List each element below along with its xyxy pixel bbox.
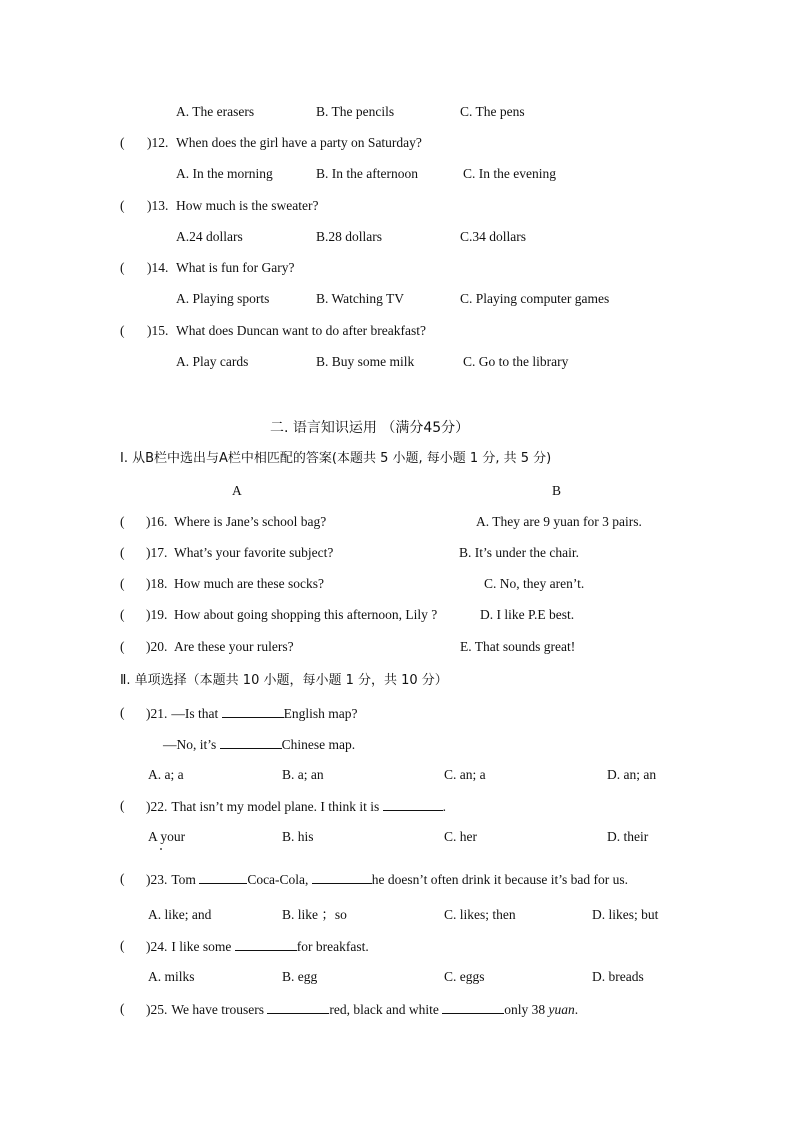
q18-number: )18. (146, 576, 168, 591)
q13-number: )13. (147, 198, 169, 213)
q21-line1 (146, 705, 358, 722)
q22-option-c: C. her (444, 829, 477, 844)
part1-heading: Ⅰ. 从B栏中选出与A栏中相匹配的答案(本题共 5 小题, 每小题 1 分, 共 5 分) (120, 451, 552, 466)
q21-line1-pre: —Is that (171, 706, 222, 721)
match-answer-e: E. That sounds great! (460, 639, 576, 654)
q11-option-b: B. The pencils (316, 104, 395, 119)
q24-option-b: B. egg (282, 969, 318, 984)
q15-option-c: C. Go to the library (463, 354, 569, 369)
fill-blank[interactable] (235, 938, 297, 951)
q23-line (146, 871, 628, 888)
q12-option-a: A. In the morning (176, 166, 273, 181)
q25-p5: . (574, 1002, 579, 1017)
q17-question: What’s your favorite subject? (174, 545, 334, 560)
q22-post: . (442, 799, 446, 814)
q25-p2: red, black and white (329, 1002, 443, 1017)
q25-p3: only 38 (504, 1002, 549, 1017)
column-a-header: A (232, 483, 242, 498)
q23-p2: Coca-Cola, (247, 872, 312, 887)
q21-option-a: A. a; a (148, 767, 184, 782)
q12-option-b: B. In the afternoon (316, 166, 418, 181)
fill-blank[interactable] (267, 1001, 329, 1014)
q22-number: )22. (146, 799, 168, 814)
q23-p1: Tom (171, 872, 200, 887)
q20-question: Are these your rulers? (174, 639, 294, 654)
section-title: 二. 语言知识运用 （满分45分） (270, 420, 470, 436)
q21-option-c: C. an; a (444, 767, 486, 782)
q25-number: )25. (146, 1002, 168, 1017)
q20-number: )20. (146, 639, 168, 654)
q24-number: )24. (146, 939, 168, 954)
q15-option-b: B. Buy some milk (316, 354, 415, 369)
q21-line2-pre: —No, it’s (163, 737, 220, 752)
part2-heading: Ⅱ. 单项选择（本题共 10 小题，每小题 1 分，共 10 分） (120, 673, 448, 688)
fill-blank[interactable] (383, 798, 443, 811)
q21-number: )21. (146, 706, 168, 721)
q22-option-d: D. their (607, 829, 649, 844)
q18-question: How much are these socks? (174, 576, 324, 591)
answer-paren[interactable]: ( (120, 576, 125, 591)
q21-option-b: B. a; an (282, 767, 324, 782)
q23-option-a: A. like; and (148, 907, 212, 922)
q14-option-c: C. Playing computer games (460, 291, 610, 306)
q19-question: How about going shopping this afternoon, Lily ? (174, 607, 438, 622)
answer-paren[interactable]: ( (120, 545, 125, 560)
q19-number: )19. (146, 607, 168, 622)
q22-line (146, 798, 446, 815)
match-answer-a: A. They are 9 yuan for 3 pairs. (476, 514, 642, 529)
match-answer-b: B. It’s under the chair. (459, 545, 579, 560)
q24-option-d: D. breads (592, 969, 644, 984)
q11-option-a: A. The erasers (176, 104, 255, 119)
q22-option-a: A your (148, 829, 186, 844)
q24-line (146, 938, 369, 955)
q23-option-b: B. like ；so (282, 907, 347, 922)
q15-option-a: A. Play cards (176, 354, 249, 369)
fill-blank[interactable] (442, 1001, 504, 1014)
q21-line2 (163, 736, 355, 753)
q25-line (146, 1001, 578, 1018)
q22-pre: That isn’t my model plane. I think it is (171, 799, 383, 814)
column-b-header: B (552, 483, 562, 498)
q12-text: When does the girl have a party on Saturday? (176, 135, 422, 150)
q24-option-c: C. eggs (444, 969, 485, 984)
q11-option-c: C. The pens (460, 104, 525, 119)
answer-paren[interactable]: ( (120, 938, 125, 953)
answer-paren[interactable]: ( (120, 871, 125, 886)
fill-blank[interactable] (222, 705, 284, 718)
q12-number: )12. (147, 135, 169, 150)
q22-option-b: B. his (282, 829, 314, 844)
answer-paren[interactable]: ( (120, 607, 125, 622)
q14-number: )14. (147, 260, 169, 275)
answer-paren[interactable]: ( (120, 135, 125, 150)
q16-question: Where is Jane’s school bag? (174, 514, 327, 529)
answer-paren[interactable]: ( (120, 798, 125, 813)
answer-paren[interactable]: ( (120, 514, 125, 529)
answer-paren[interactable]: ( (120, 705, 125, 720)
fill-blank[interactable] (199, 871, 247, 884)
answer-paren[interactable]: ( (120, 198, 125, 213)
match-answer-c: C. No, they aren’t. (484, 576, 585, 591)
q25-p1: We have trousers (171, 1002, 268, 1017)
q23-option-d: D. likes; but (592, 907, 659, 922)
q15-number: )15. (147, 323, 169, 338)
fill-blank[interactable] (312, 871, 372, 884)
fill-blank[interactable] (220, 736, 282, 749)
q15-text: What does Duncan want to do after breakfast? (176, 323, 427, 338)
q21-line2-post: Chinese map. (281, 737, 356, 752)
q13-option-c: C.34 dollars (460, 229, 526, 244)
q25-currency: yuan (548, 1002, 575, 1017)
answer-paren[interactable]: ( (120, 1001, 125, 1016)
q23-option-c: C. likes; then (444, 907, 516, 922)
q24-pre: I like some (171, 939, 235, 954)
match-answer-d: D. I like P.E best. (480, 607, 575, 622)
q21-option-d: D. an; an (607, 767, 657, 782)
answer-paren[interactable]: ( (120, 639, 125, 654)
q13-option-a: A.24 dollars (176, 229, 243, 244)
q14-text: What is fun for Gary? (176, 260, 295, 275)
q24-post: for breakfast. (296, 939, 369, 954)
q14-option-b: B. Watching TV (316, 291, 405, 306)
q21-line1-post: English map? (283, 706, 358, 721)
q23-p3: he doesn’t often drink it because it’s bad for us. (371, 872, 628, 887)
q16-number: )16. (146, 514, 168, 529)
q23-number: )23. (146, 872, 168, 887)
q13-text: How much is the sweater? (176, 198, 319, 213)
answer-paren[interactable]: ( (120, 323, 125, 338)
q14-option-a: A. Playing sports (176, 291, 270, 306)
q12-option-c: C. In the evening (463, 166, 556, 181)
answer-paren[interactable]: ( (120, 260, 125, 275)
q17-number: )17. (146, 545, 168, 560)
stray-dot (160, 848, 162, 850)
q24-option-a: A. milks (148, 969, 195, 984)
q13-option-b: B.28 dollars (316, 229, 382, 244)
